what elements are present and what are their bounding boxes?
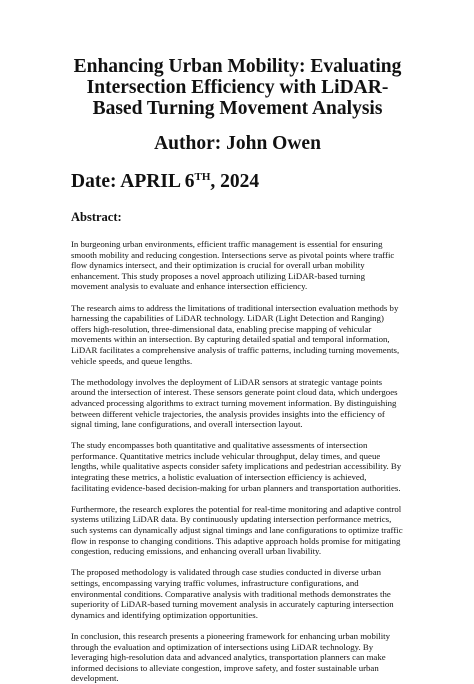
abstract-paragraph-3: The methodology involves the deployment of LiDAR sensors at strategic vantage points around the intersection of interest. These sensors generate point cloud data, which undergoes advanced processing algorithms to extract turning movement information. By distinguishing between different vehicle trajectories, the analysis provides insights into the efficiency of signal timing, lane configurations, and overall intersection layout. [71, 376, 398, 430]
date-suffix: , 2024 [210, 171, 260, 192]
abstract-paragraph-1: In burgeoning urban environments, efficient traffic management is essential for ensuring smooth mobility and reducing congestion. Intersections serve as pivotal points where traffic flow dynamics intersect, and their optimization is crucial for overall urban mobility enhancement. This study proposes a novel approach utilizing LiDAR-based turning movement analysis to evaluate and enhance intersection efficiency. [71, 239, 395, 292]
author-line: Author: John Owen [154, 133, 321, 154]
abstract-paragraph-6: The proposed methodology is validated through case studies conducted in diverse urban settings, encompassing varying traffic volumes, infrastructure configurations, and environmental conditions. Comparative analysis with traditional methods demonstrates the superiority of LiDAR-based turning movement analysis in accurately capturing intersection dynamics and identifying optimization opportunities. [71, 567, 394, 620]
abstract-paragraph-5: Furthermore, the research explores the potential for real-time monitoring and adaptive control systems utilizing LiDAR data. By continuously updating intersection performance metrics, such systems can dynamically adjust signal timings and lane configurations to optimize traffic flow in response to changing conditions. This adaptive approach holds promise for mitigating congestion, reducing emissions, and enhancing overall urban livability. [71, 503, 403, 557]
date-line [71, 171, 404, 193]
date-prefix: Date: APRIL 6 [71, 171, 195, 192]
abstract-paragraph-4: The study encompasses both quantitative and qualitative assessments of intersection performance. Quantitative metrics include vehicular throughput, delay times, and queue lengths, while qualitative aspects consider safety implications and pedestrian accessibility. By integrating these metrics, a holistic evaluation of intersection efficiency is achieved, facilitating evidence-based decision-making for urban planners and transportation authorities. [71, 440, 402, 493]
date-superscript: TH [194, 171, 211, 183]
abstract-body [71, 239, 404, 684]
abstract-heading: Abstract: [71, 210, 122, 224]
document-title: Enhancing Urban Mobility: Evaluating Intersection Efficiency with LiDAR-Based Turning Movement Analysis [73, 56, 402, 119]
abstract-paragraph-7: In conclusion, this research presents a pioneering framework for enhancing urban mobility through the evaluation and optimization of intersections using LiDAR technology. By leveraging high-resolution data and advanced analytics, transportation planners can make informed decisions to alleviate congestion, improve safety, and foster sustainable urban development. [71, 630, 391, 684]
abstract-paragraph-2: The research aims to address the limitations of traditional intersection evaluation methods by harnessing the capabilities of LiDAR technology. LiDAR (Light Detection and Ranging) offers high-resolution, three-dimensional data, enabling precise mapping of vehicular movements within an intersection. By capturing detailed spatial and temporal information, LiDAR facilitates a comprehensive analysis of traffic patterns, including turning movements, vehicle speeds, and queue lengths. [71, 302, 400, 366]
